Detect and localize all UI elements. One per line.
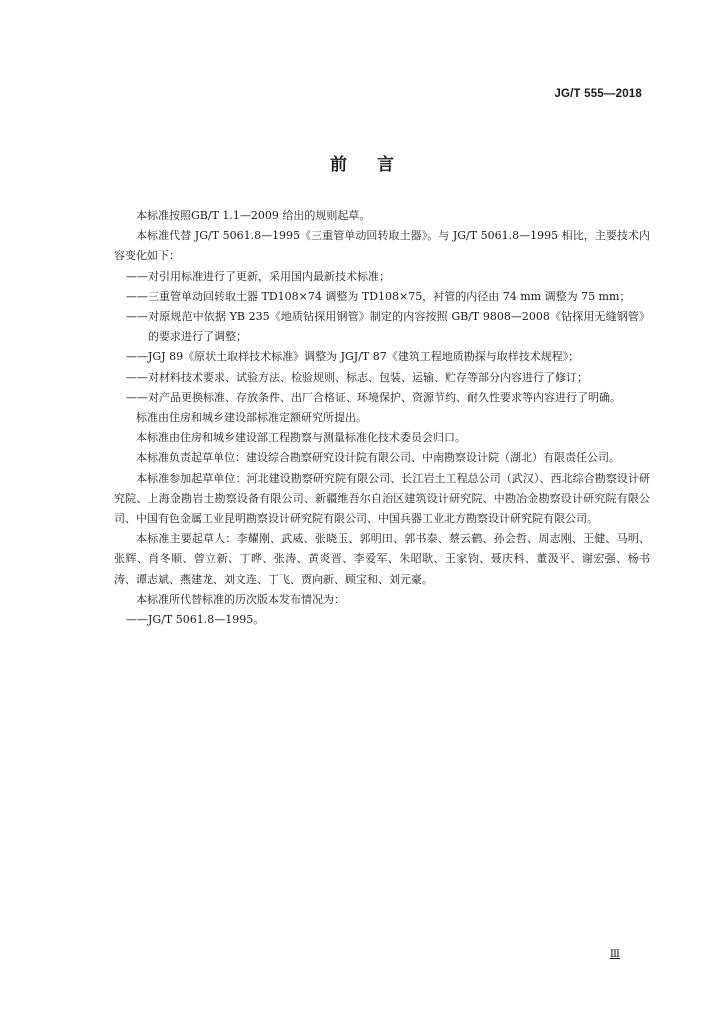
change-item-products: ——对产品更换标准、存放条件、出厂合格证、环境保护、资源节约、耐久性要求等内容进行了明确。 bbox=[126, 390, 621, 404]
paragraph-main-authors: 本标准主要起草人：李耀刚、武威、张晓玉、郭明田、郭书泰、蔡云鹤、孙会哲、周志刚、王健、马明、张辉、肖冬顺、曾立新、丁晔、张涛、黄炎晋、李爱军、朱昭耿、王家钧、聂庆科、董汲平、谢宏强、杨书涛、谭志斌、燕建龙、刘文连、丁飞、贾向新、顾宝和、刘元豪。 bbox=[114, 532, 650, 586]
paragraph-managed-by: 本标准由住房和城乡建设部工程勘察与测量标准化技术委员会归口。 bbox=[136, 431, 466, 445]
paragraph-participating-drafters: 本标准参加起草单位：河北建设勘察研究院有限公司、长江岩土工程总公司（武汉）、西北综合勘察设计研究院、上海金勘岩土勘察设备有限公司、新疆维吾尔自治区建筑设计研究院、中勘冶金勘察设计研究院有限公司、中国有色金属工业昆明勘察设计研究院有限公司、中国兵器工业北方勘察设计研究院有限公司。 bbox=[114, 471, 650, 526]
change-item-materials: ——对材料技术要求、试验方法、检验规则、标志、包装、运输、贮存等部分内容进行了修订； bbox=[126, 370, 588, 384]
paragraph-proposed-by: 标准由住房和城乡建设部标准定额研究所提出。 bbox=[136, 411, 367, 425]
standard-code: JG/T 555—2018 bbox=[554, 88, 642, 100]
change-item-jgj89: ——JGJ 89《原状土取样技术标准》调整为 JGJ/T 87《建筑工程地质勘探与取样技术规程》； bbox=[126, 350, 580, 364]
page-title: 前言 bbox=[330, 155, 424, 175]
change-item-td108: ——三重管单动回转取土器 TD108×74 调整为 TD108×75，衬管的内径由 74 mm 调整为 75 mm； bbox=[126, 289, 631, 303]
foreword-body bbox=[114, 206, 650, 630]
change-item-references: ——对引用标准进行了更新，采用国内最新技术标准； bbox=[126, 269, 390, 283]
paragraph-lead-drafters: 本标准负责起草单位：建设综合勘察研究设计院有限公司、中南勘察设计院（湖北）有限责任公司。 bbox=[136, 451, 620, 465]
page-number: Ⅲ bbox=[609, 948, 620, 960]
history-item-1995: ——JG/T 5061.8—1995。 bbox=[126, 613, 265, 627]
paragraph-history-intro: 本标准所代替标准的历次版本发布情况为： bbox=[136, 592, 345, 606]
paragraph-drafting-rule: 本标准按照GB/T 1.1—2009 给出的规则起草。 bbox=[136, 209, 371, 222]
change-item-yb235: ——对原规范中依据 YB 235《地质钻探用钢管》制定的内容按照 GB/T 9808—2008《钻探用无缝钢管》的要求进行了调整； bbox=[126, 310, 650, 344]
paragraph-replaces: 本标准代替 JG/T 5061.8—1995《三重管单动回转取土器》。与 JG/T 5061.8—1995 相比，主要技术内容变化如下： bbox=[114, 229, 650, 263]
